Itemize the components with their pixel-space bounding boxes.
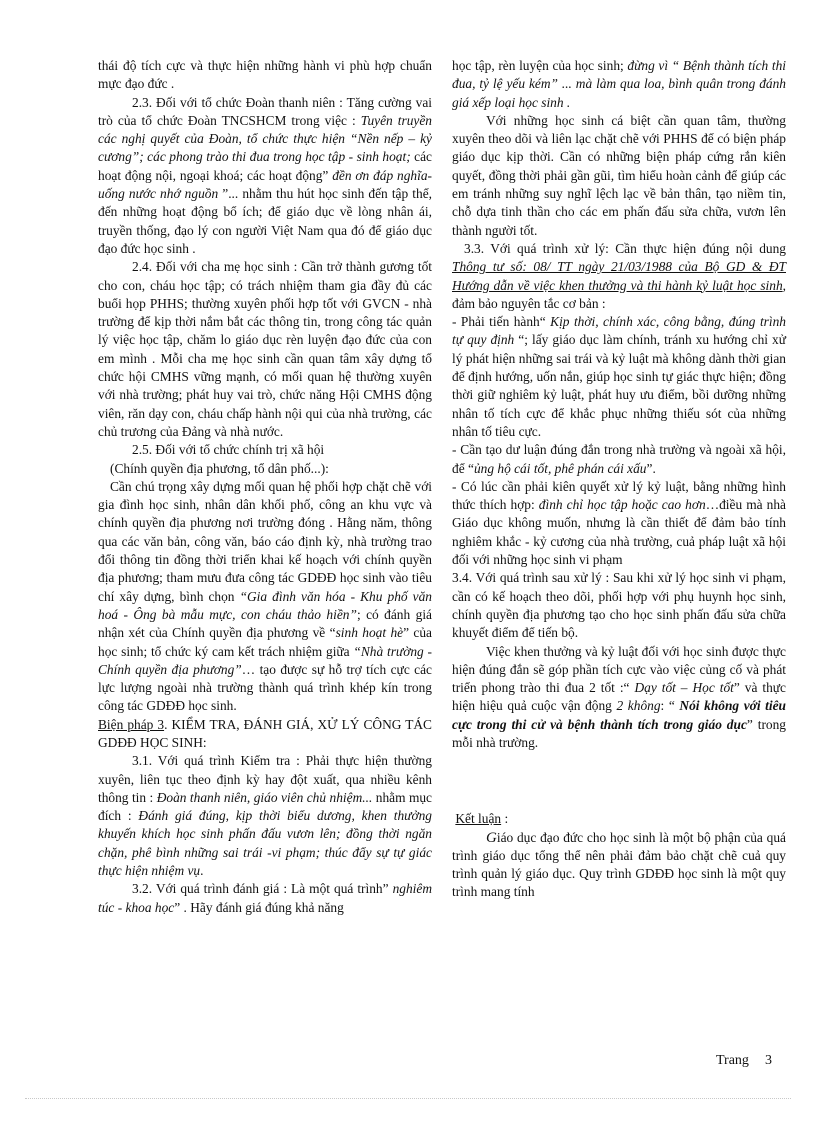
left-column xyxy=(98,57,432,917)
paragraph: học tập, rèn luyện của học sinh; đừng vì “ Bệnh thành tích thi đua, tỷ lệ yếu kém” ... mà làm qua loa, bình quân trong đánh giá xếp loại học sinh . xyxy=(452,58,787,110)
section-3-4: 3.4. Với quá trình sau xử lý : Sau khi xử lý học sinh vi phạm, cần có kế hoạch theo dõi, phối hợp với phụ huynh học sinh, chính quyền địa phương tạo cho học sinh phấn đấu sửa chữa khuyết điểm để tiến bộ. xyxy=(452,570,786,641)
section-3-3: 3.3. Với quá trình xử lý: Cần thực hiện đúng nội dung Thông tư số: 08/ TT ngày 21/03/1988 của Bộ GD & ĐT Hướng dẫn về việc khen thưởng và thi hành kỷ luật học sinh, đảm bảo nguyên tắc cơ bản : xyxy=(452,240,786,311)
bottom-divider xyxy=(25,1098,791,1099)
section-2-5-subheading: (Chính quyền địa phương, tổ dân phố...): xyxy=(110,460,329,476)
right-column xyxy=(452,57,786,902)
measure-3-heading: Biện pháp 3. KIỂM TRA, ĐÁNH GIÁ, XỬ LÝ CÔNG TÁC GDĐĐ HỌC SINH: xyxy=(98,716,432,750)
page-label: Trang xyxy=(716,1053,749,1068)
section-2-4: 2.4. Đối với cha mẹ học sinh : Cần trở thành gương tốt cho con, cháu học tập; có trách nhiệm tham gia đầy đủ các buổi họp PHHS; thường xuyên phối hợp tốt với GVCN - nhà trường để kịp thời nắm bắt các thông tin, trong công tác quản lý việc học tập, chăm lo giáo dục rèn luyện đạo đức của con em mình . Mỗi cha mẹ học sinh cần quan tâm xây dựng tổ chức hội CMHS vững mạnh, có mối quan hệ thường xuyên với nhà trường; phát huy vai trò, chức năng Hội CMHS động viên, răn dạy con, cháu chấp hành nội qui của nhà trường, các chủ trương của Đảng và nhà nước. xyxy=(98,259,432,439)
conclusion-heading: Kết luận : xyxy=(455,811,509,827)
section-2-5-body: Cần chú trọng xây dựng mối quan hệ phối hợp chặt chẽ với gia đình học sinh, nhân dân khối phố, công an khu vực và chính quyền địa phương nơi trường đóng . Hằng năm, thông qua các văn bản, công văn, báo cáo định kỳ, nhà trường trao đổi thông tin đồng thời triển khai kế hoạch với chính quyền địa phương; tham mưu đưa công tác GDĐĐ học sinh vào tiêu chí xây dựng, bình chọn “Gia đình văn hóa - Khu phố văn hoá - Ông bà mẫu mực, con cháu thảo hiền”; có đánh giá nhận xét của Chính quyền địa phương về “sinh hoạt hè” của học sinh; tổ chức ký cam kết trách nhiệm giữa “Nhà trường - Chính quyền địa phương”… tạo được sự hỗ trợ tích cực các lực lượng ngoài nhà trường thành quá trình khép kín trong công tác GDĐĐ học sinh. xyxy=(98,478,433,714)
list-item: - Có lúc cần phải kiên quyết xử lý kỷ luật, bằng những hình thức thích hợp: đình chỉ học tập hoặc cao hơn…điều mà nhà Giáo dục không muốn, nhưng là cần thiết để đảm bảo tính nghiêm khắc - kỷ cương của nhà trường, cuả pháp luật xã hội đối với những học sinh vi phạm xyxy=(452,478,786,568)
page-footer xyxy=(716,1052,772,1070)
section-2-3: 2.3. Đối với tổ chức Đoàn thanh niên : Tăng cường vai trò của tổ chức Đoàn TNCSHCM trong việc : Tuyên truyền các nghị quyết của Đoàn, tổ chức thực hiện “Nền nếp – kỷ cương”; các phong trào thi đua trong học tập - sinh hoạt; các hoạt động nội, ngoại khoá; các hoạt động” đền ơn đáp nghĩa- uống nước nhớ nguồn ”... nhằm thu hút học sinh đến tập thể, đến những hoạt động bổ ích; để giáo dục về lòng nhân ái, truyền thống, đạo lý con người Việt Nam qua đó để giáo dục đạo đức học sinh . xyxy=(98,94,432,256)
list-item: - Cần tạo dư luận đúng đắn trong nhà trường và ngoài xã hội, để “ủng hộ cái tốt, phê phán cái xấu”. xyxy=(452,442,786,476)
paragraph: thái độ tích cực và thực hiện những hành vi phù hợp chuẩn mực đạo đức . xyxy=(98,58,432,92)
section-2-5-heading: 2.5. Đối với tổ chức chính trị xã hội xyxy=(132,442,325,458)
section-3-1: 3.1. Với quá trình Kiểm tra : Phải thực hiện thường xuyên, liên tục theo định kỳ hay đột xuất, qua nhiều kênh thông tin : Đoàn thanh niên, giáo viên chủ nhiệm... nhằm mục đích : Đánh giá đúng, kịp thời biểu dương, khen thưởng khuyến khích học sinh phấn đấu vươn lên; đồng thời ngăn chặn, phê bình những sai trái -vi phạm; thúc đẩy sự tự giác thực hiện nhiệm vụ. xyxy=(98,753,433,879)
section-3-2: 3.2. Với quá trình đánh giá : Là một quá trình” nghiêm túc - khoa học” . Hãy đánh giá đúng khả năng xyxy=(98,881,432,915)
paragraph: Với những học sinh cá biệt cần quan tâm, thường xuyên theo dõi và liên lạc chặt chẽ với PHHS để có biện pháp giáo dục kịp thời. Cần có những biện pháp cứng rắn kiên quyết, đồng thời phải gần gũi, tìm hiểu hoàn cảnh để giúp các em tránh những suy nghĩ lệch lạc về bản thân, tạo niềm tin, chỗ dựa tinh thần cho các em phấn đấu sửa chữa, vươn lên thành người tốt. xyxy=(452,112,786,238)
page-number: 3 xyxy=(764,1053,772,1068)
paragraph: Việc khen thưởng và kỷ luật đối với học sinh được thực hiện đúng đắn sẽ góp phần tích cực vào việc củng cố và phát triển phong trào thi đua 2 tốt :“ Dạy tốt – Học tốt” và thực hiện hiệu quả cuộc vận động 2 không: “ Nói không với tiêu cực trong thi cử và bệnh thành tích trong giáo dục” trong mỗi nhà trường. xyxy=(452,643,786,750)
spacer xyxy=(452,752,786,810)
conclusion-body: Giáo dục đạo đức cho học sinh là một bộ phận của quá trình giáo dục tổng thể nên phải đảm bảo chặt chẽ cuả quy trình quản lý giáo dục. Quy trình GDĐĐ học sinh là một quy trình mang tính xyxy=(452,829,786,900)
list-item: - Phải tiến hành“ Kịp thời, chính xác, công bằng, đúng trình tự quy định “; lấy giáo dục làm chính, tránh xu hướng chỉ xử lý phát hiện những sai trái và kỷ luật mà không dành thời gian để định hướng, uốn nắn, giúp học sinh tự giác thực hiện; đồng thời giữ nghiêm kỷ luật, phát huy ưu điểm, bồi dưỡng những nhân tố tích cực để khắc phục những thiếu sót của những nhân tố tiêu cực. xyxy=(452,314,787,439)
